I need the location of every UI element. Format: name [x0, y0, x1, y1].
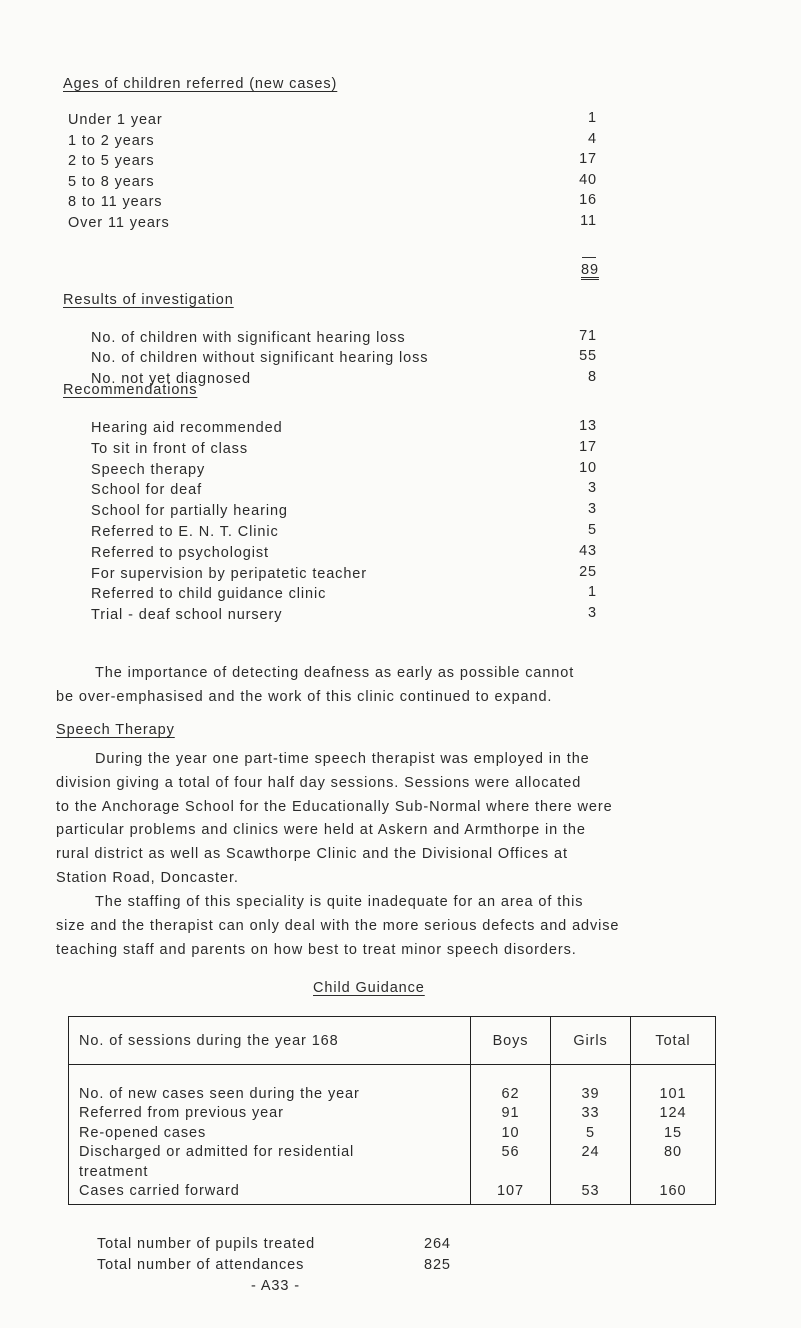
- list-item-value: 10: [579, 459, 597, 476]
- list-item-label: 5 to 8 years: [68, 173, 155, 190]
- column-header: Girls: [551, 1017, 631, 1065]
- list-item-value: 1: [588, 110, 597, 126]
- child-guidance-table: [68, 1016, 716, 1205]
- results-heading: Results of investigation: [63, 292, 234, 308]
- table-cell: 24: [551, 1143, 631, 1163]
- table-cell: No. of new cases seen during the year: [69, 1085, 471, 1105]
- table-row: [69, 1124, 716, 1144]
- list-item: [68, 213, 170, 233]
- column-header: No. of sessions during the year 168: [69, 1017, 471, 1065]
- table-cell: 62: [471, 1085, 551, 1105]
- table-cell: Cases carried forward: [69, 1182, 471, 1205]
- list-item-value: 71: [579, 328, 597, 344]
- list-item-value: 3: [588, 480, 597, 497]
- list-item: [91, 460, 205, 480]
- list-item-value: 5: [588, 522, 597, 538]
- paragraph-line: particular problems and clinics were held at Askern and Armthorpe in the: [56, 822, 586, 839]
- total-pupils-value: 264: [424, 1236, 451, 1252]
- table-spacer: [551, 1065, 631, 1085]
- paragraph-line: teaching staff and parents on how best to treat minor speech disorders.: [56, 941, 577, 958]
- table-cell: Discharged or admitted for residential: [69, 1143, 471, 1163]
- table-cell: 56: [471, 1143, 551, 1163]
- list-item-value: 55: [579, 348, 597, 365]
- list-item: [68, 151, 155, 171]
- list-item: [91, 480, 202, 500]
- list-item: [91, 584, 326, 604]
- paragraph-line: size and the therapist can only deal with the more serious defects and advise: [56, 917, 620, 934]
- table-cell: treatment: [69, 1163, 471, 1183]
- column-header: Boys: [471, 1017, 551, 1065]
- list-item: [68, 192, 162, 212]
- table-cell: 10: [471, 1124, 551, 1144]
- speech-therapy-paragraph-2: [56, 891, 619, 962]
- list-item-value: 8: [588, 368, 597, 385]
- list-item-value: 13: [579, 418, 597, 434]
- recommendations-heading: Recommendations: [63, 382, 198, 398]
- paragraph-line: rural district as well as Scawthorpe Clinic and the Divisional Offices at: [56, 846, 568, 863]
- list-item-value: 43: [579, 542, 597, 559]
- table-cell: 160: [631, 1182, 716, 1205]
- table-cell: 107: [471, 1182, 551, 1205]
- list-item: [91, 522, 279, 542]
- table-row: [69, 1143, 716, 1163]
- list-item: [68, 131, 155, 151]
- paragraph-line: The staffing of this speciality is quite inadequate for an area of this: [95, 894, 584, 910]
- list-item: [91, 348, 428, 368]
- list-item-label: No. not yet diagnosed: [91, 370, 251, 387]
- list-item-value: 3: [588, 605, 597, 622]
- list-item-label: School for partially hearing: [91, 503, 288, 520]
- list-item-label: Referred to child guidance clinic: [91, 586, 327, 603]
- list-item-label: Trial - deaf school nursery: [91, 607, 283, 624]
- paragraph-line: to the Anchorage School for the Educationally Sub-Normal where there were: [56, 798, 613, 815]
- column-header: Total: [631, 1017, 716, 1065]
- list-item: [91, 501, 288, 521]
- list-item-label: No. of children without significant hearing loss: [91, 350, 429, 367]
- list-item-label: 1 to 2 years: [68, 132, 155, 149]
- table-row: [69, 1182, 716, 1205]
- list-item-value: 11: [580, 213, 597, 229]
- paragraph-line: division giving a total of four half day sessions. Sessions were allocated: [56, 774, 582, 791]
- total-pupils-label: Total number of pupils treated: [97, 1236, 316, 1252]
- list-item-label: For supervision by peripatetic teacher: [91, 565, 367, 582]
- list-item-label: 8 to 11 years: [68, 194, 163, 211]
- list-item-value: 16: [579, 192, 597, 209]
- list-item-label: Referred to psychologist: [91, 544, 269, 561]
- total-attendances-value: 825: [424, 1257, 451, 1273]
- deafness-line: The importance of detecting deafness as early as possible cannot: [95, 665, 575, 681]
- list-item: [91, 564, 367, 584]
- table-cell: 15: [631, 1124, 716, 1144]
- list-item: [91, 418, 283, 438]
- list-item-label: Hearing aid recommended: [91, 420, 283, 436]
- table-header-row: [69, 1017, 716, 1065]
- list-item-label: School for deaf: [91, 482, 203, 499]
- paragraph-line: Station Road, Doncaster.: [56, 869, 239, 886]
- table-cell: 5: [551, 1124, 631, 1144]
- list-item-label: Over 11 years: [68, 215, 170, 231]
- list-item-label: Under 1 year: [68, 112, 163, 128]
- list-item-value: 17: [579, 438, 597, 455]
- list-item: [91, 605, 282, 625]
- ages-total-rule: [582, 257, 596, 258]
- list-item-label: Referred to E. N. T. Clinic: [91, 524, 279, 540]
- list-item-value: 3: [588, 501, 597, 518]
- table-cell: 80: [631, 1143, 716, 1163]
- deafness-paragraph: [56, 662, 574, 710]
- list-item-value: 25: [579, 563, 597, 580]
- list-item-value: 17: [579, 151, 597, 168]
- total-attendances-label: Total number of attendances: [97, 1257, 305, 1273]
- list-item-label: To sit in front of class: [91, 440, 248, 457]
- list-item-label: Speech therapy: [91, 461, 206, 478]
- table-cell: 124: [631, 1104, 716, 1124]
- table-cell: Referred from previous year: [69, 1104, 471, 1124]
- speech-therapy-heading: Speech Therapy: [56, 722, 175, 738]
- table-cell: 39: [551, 1085, 631, 1105]
- list-item: [68, 172, 155, 192]
- list-item-label: No. of children with significant hearing loss: [91, 330, 406, 346]
- table-cell: [551, 1163, 631, 1183]
- deafness-line: be over-emphasised and the work of this clinic continued to expand.: [56, 688, 553, 705]
- table-cell: 101: [631, 1085, 716, 1105]
- table-cell: 53: [551, 1182, 631, 1205]
- table-cell: 91: [471, 1104, 551, 1124]
- list-item: [91, 328, 406, 348]
- table-spacer: [471, 1065, 551, 1085]
- table-spacer: [631, 1065, 716, 1085]
- table-cell: [471, 1163, 551, 1183]
- paragraph-line: During the year one part-time speech therapist was employed in the: [95, 751, 590, 767]
- table-row: [69, 1065, 716, 1085]
- ages-total: 89: [581, 262, 599, 278]
- table-row: [69, 1163, 716, 1183]
- child-guidance-heading: Child Guidance: [313, 980, 425, 996]
- list-item-value: 40: [579, 171, 597, 188]
- table-cell: [631, 1163, 716, 1183]
- list-item: [68, 110, 163, 130]
- table-spacer: [69, 1065, 471, 1085]
- ages-heading: Ages of children referred (new cases): [63, 76, 338, 92]
- table-row: [69, 1104, 716, 1124]
- table-cell: Re-opened cases: [69, 1124, 471, 1144]
- page-number: - A33 -: [251, 1278, 301, 1294]
- list-item: [91, 543, 269, 563]
- list-item-value: 4: [588, 130, 597, 147]
- list-item-value: 1: [588, 584, 597, 601]
- table-cell: 33: [551, 1104, 631, 1124]
- speech-therapy-paragraph-1: [56, 748, 613, 891]
- table-row: [69, 1085, 716, 1105]
- list-item-label: 2 to 5 years: [68, 153, 155, 170]
- list-item: [91, 439, 248, 459]
